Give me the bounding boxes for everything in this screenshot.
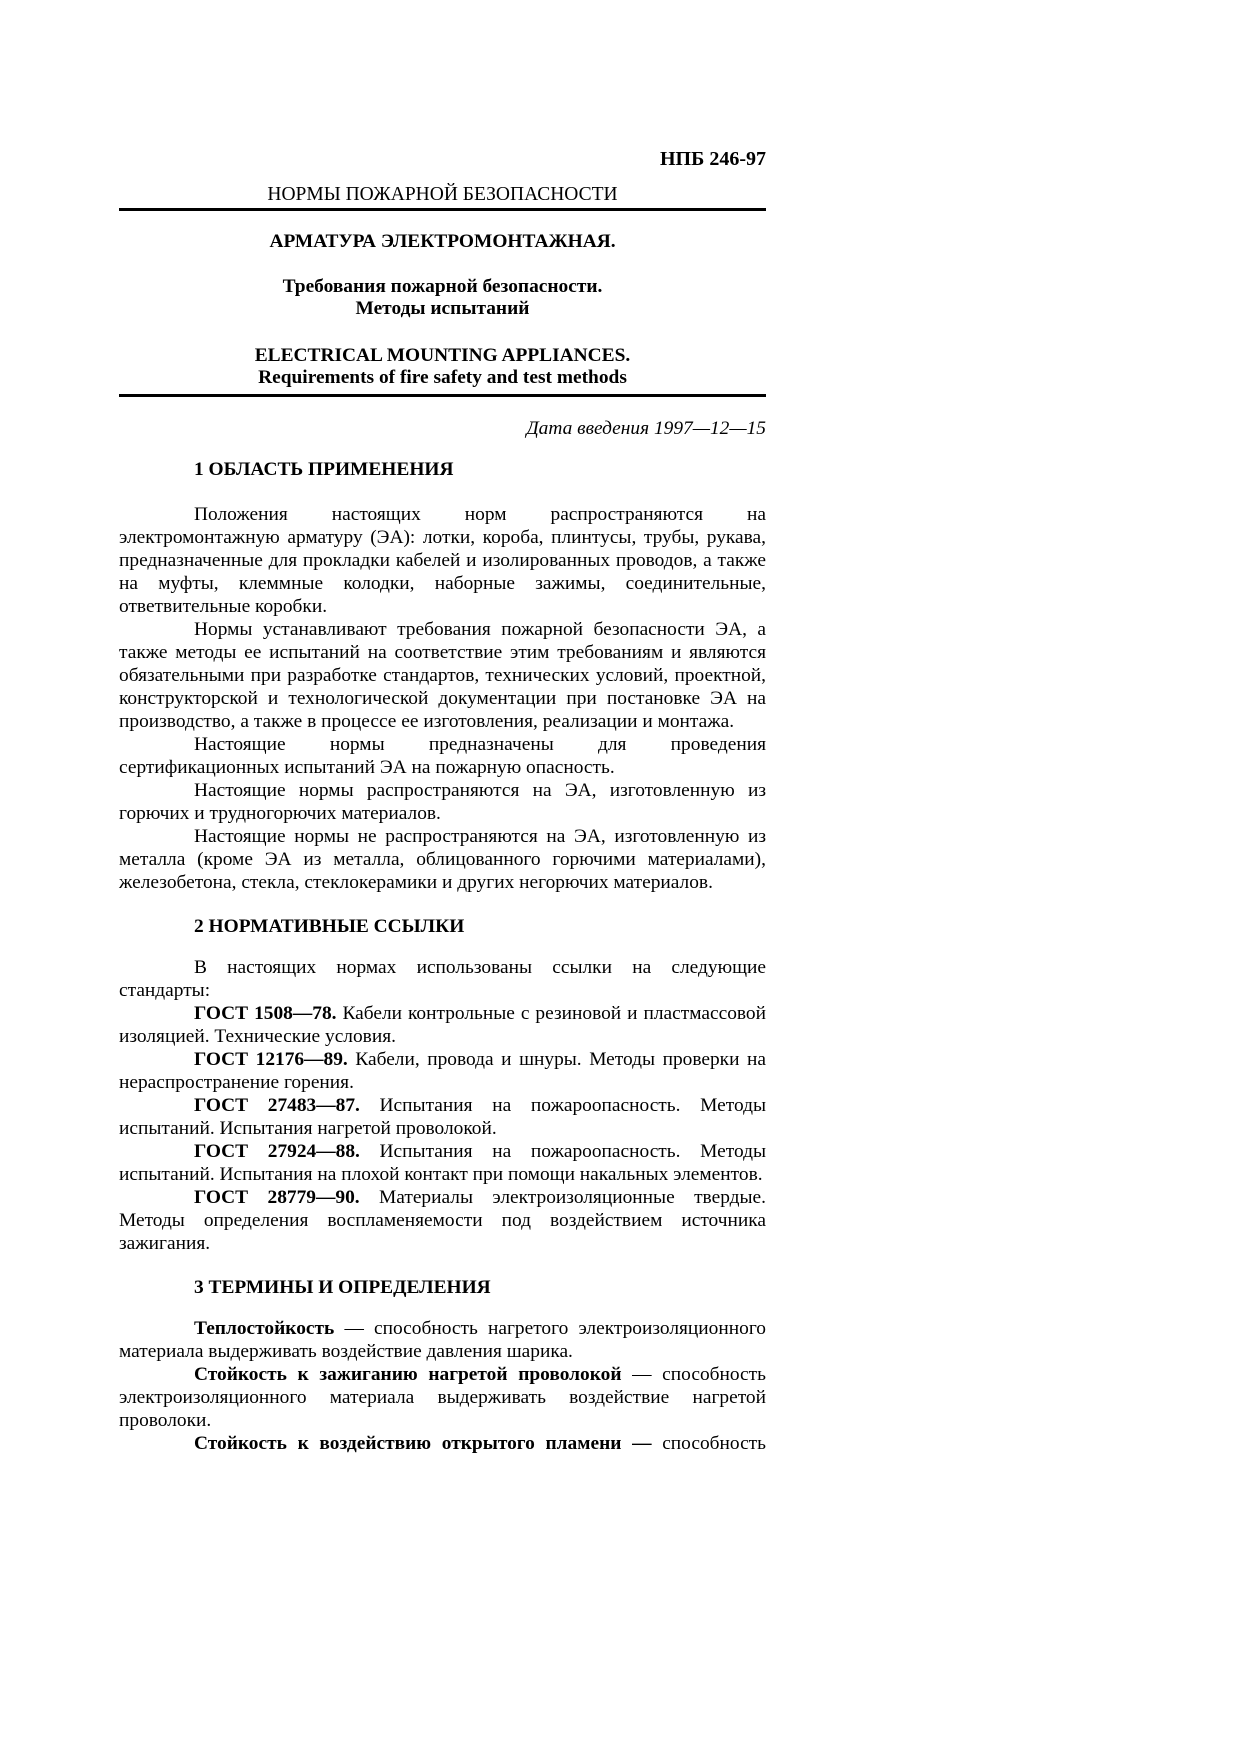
definition: способность — [651, 1433, 766, 1454]
document-code: НПБ 246-97 — [660, 148, 766, 170]
section-3-body — [119, 1317, 766, 1455]
section-1-heading: 1 ОБЛАСТЬ ПРИМЕНЕНИЯ — [194, 459, 454, 480]
term: Стойкость к воздействию открытого пламени — — [194, 1433, 652, 1454]
section-1-paragraph: Настоящие нормы распространяются на ЭА, изготовленную из горючих и трудногорючих материалов. — [119, 780, 766, 824]
section-1-paragraph: Настоящие нормы предназначены для проведения сертификационных испытаний ЭА на пожарную опасность. — [119, 734, 766, 778]
standard-reference — [119, 1094, 766, 1140]
standard-reference — [119, 1048, 766, 1094]
english-title — [119, 345, 766, 389]
subtitle-line-1: Требования пожарной безопасности. — [282, 276, 603, 297]
title-block — [119, 211, 766, 397]
definition: — способность нагретого электроизоляционного материала выдерживать воздействие давления шарика. — [119, 1318, 766, 1362]
subtitle-line-2: Методы испытаний — [355, 298, 530, 319]
standard-reference — [119, 1140, 766, 1186]
standard-code: ГОСТ 27483—87. — [194, 1095, 360, 1116]
standard-title: Испытания на пожароопасность. Методы испытаний. Испытания нагретой проволокой. — [119, 1095, 766, 1139]
standard-code: ГОСТ 12176—89. — [194, 1049, 348, 1070]
standard-code: ГОСТ 28779—90. — [194, 1187, 360, 1208]
section-2-intro: В настоящих нормах использованы ссылки на следующие стандарты: — [119, 957, 766, 1001]
section-1-paragraph: Настоящие нормы не распространяются на ЭА, изготовленную из металла (кроме ЭА из металла, облицованного горючими материалами), железобетона, стекла, стеклокерамики и других негорючих материалов. — [119, 826, 766, 893]
introduction-date: Дата введения 1997—12—15 — [526, 418, 766, 439]
standard-title: Испытания на пожароопасность. Методы испытаний. Испытания на плохой контакт при помощи накальных элементов. — [119, 1141, 766, 1185]
subtitle — [119, 276, 766, 320]
term-definition — [119, 1432, 766, 1455]
section-1-paragraph: Нормы устанавливают требования пожарной безопасности ЭА, а также методы ее испытаний на соответствие этим требованиям и являются обязательными при разработке стандартов, технических условий, проектной, конструкторской и технологической документации при постановке ЭА на производство, а также в процессе ее изготовления, реализации и монтажа. — [119, 619, 766, 732]
standard-title: Кабели, провода и шнуры. Методы проверки на нераспространение горения. — [119, 1049, 766, 1093]
term-definition — [119, 1363, 766, 1432]
section-1-paragraph: Положения настоящих норм распространяются на электромонтажную арматуру (ЭА): лотки, короба, плинтусы, трубы, рукава, предназначенные для прокладки кабелей и изолированных проводов, а также на муфты, клеммные колодки, наборные зажимы, соединительные, ответвительные коробки. — [119, 504, 766, 617]
section-2-heading: 2 НОРМАТИВНЫЕ ССЫЛКИ — [194, 916, 465, 937]
english-title-line-2: Requirements of fire safety and test methods — [258, 367, 627, 388]
document-page — [119, 148, 766, 1455]
section-2-body — [119, 956, 766, 1255]
standard-title: Кабели контрольные с резиновой и пластмассовой изоляцией. Технические условия. — [119, 1003, 766, 1047]
standard-title: Материалы электроизоляционные твердые. Методы определения воспламеняемости под воздействием источника зажигания. — [119, 1187, 766, 1254]
standard-reference — [119, 1002, 766, 1048]
standard-code: ГОСТ 1508—78. — [194, 1003, 337, 1024]
section-3-heading: 3 ТЕРМИНЫ И ОПРЕДЕЛЕНИЯ — [194, 1277, 491, 1298]
standard-reference — [119, 1186, 766, 1255]
section-1-body — [119, 503, 766, 894]
definition: — способность электроизоляционного материала выдерживать воздействие нагретой проволоки. — [119, 1364, 766, 1431]
term-definition — [119, 1317, 766, 1363]
norms-title: НОРМЫ ПОЖАРНОЙ БЕЗОПАСНОСТИ — [119, 184, 766, 211]
standard-code: ГОСТ 27924—88. — [194, 1141, 360, 1162]
english-title-line-1: ELECTRICAL MOUNTING APPLIANCES. — [254, 345, 631, 366]
term: Теплостойкость — [194, 1318, 335, 1339]
main-title: АРМАТУРА ЭЛЕКТРОМОНТАЖНАЯ. — [269, 231, 616, 252]
term: Стойкость к зажиганию нагретой проволокой — [194, 1364, 622, 1385]
